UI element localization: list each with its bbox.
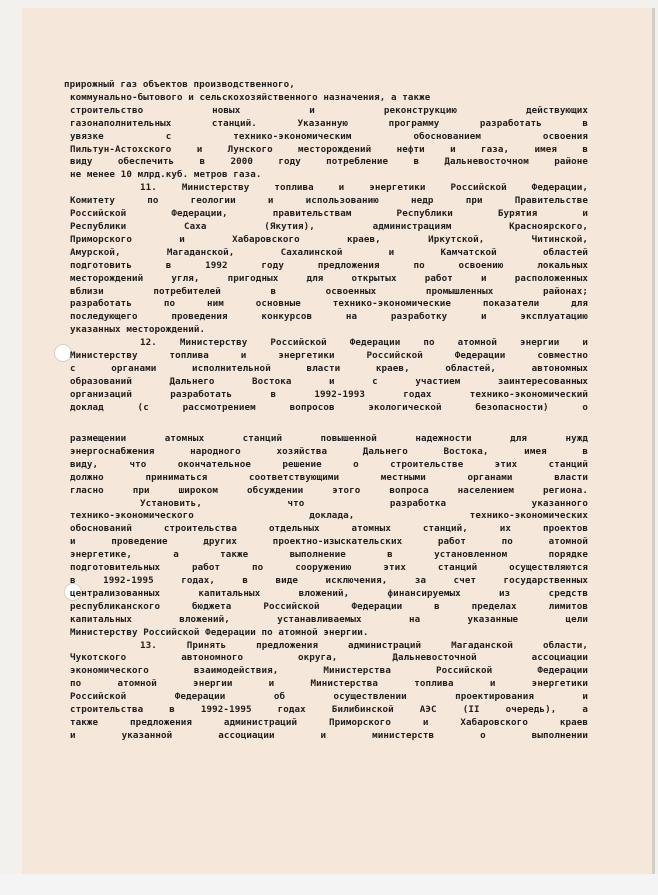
- text-line: указанных месторождений.: [70, 324, 206, 336]
- text-line: с органами исполнительной власти краев, областей, автономных: [70, 362, 588, 374]
- text-line: капитальных вложений, устанавливаемых на указанные цели: [70, 613, 588, 625]
- text-line: Министерству Российской Федерации по атомной энергии.: [70, 626, 369, 638]
- text-line: подготовить в 1992 году предложения по освоению локальных: [70, 259, 588, 271]
- text-line: Республики Саха (Якутия), администрациям Красноярского,: [70, 220, 588, 232]
- text-line: последующего проведения конкурсов на разработку и эксплуатацию: [70, 311, 588, 323]
- text-line: газонаполнительных станций. Указанную программу разработать в: [70, 117, 588, 129]
- scan-margin: [0, 874, 658, 895]
- text-line: разработать по ним основные технико-экономические показатели для: [70, 298, 588, 310]
- text-line: 12. Министерству Российской Федерации по атомной энергии и: [140, 337, 588, 349]
- text-line: доклад (с рассмотрением вопросов экологической безопасности) о: [70, 401, 588, 413]
- text-block-1: [64, 79, 588, 415]
- text-block-2: [70, 433, 588, 743]
- text-line: виду, что окончательное решение о строительстве этих станций: [70, 458, 588, 470]
- text-line: прирожный газ объектов производственного,: [64, 79, 295, 90]
- text-line: Приморского и Хабаровского краев, Иркутской, Читинской,: [70, 233, 588, 245]
- text-line: организаций разработать в 1992-1993 годах технико-экономический: [70, 388, 588, 400]
- text-line: 11. Министерству топлива и энергетики Российской Федерации,: [140, 182, 588, 194]
- text-line: в 1992-1995 годах, в виде исключения, за счет государственных: [70, 574, 588, 586]
- text-line: месторождений угля, пригодных для открытых работ и расположенных: [70, 272, 588, 284]
- text-line: виду обеспечить в 2000 году потребление в Дальневосточном районе: [70, 156, 588, 168]
- text-line: должно приниматься соответствующими местными органами власти: [70, 471, 588, 483]
- text-line: экономического взаимодействия, Министерства Российской Федерации: [70, 665, 588, 677]
- text-line: Амурской, Магаданской, Сахалинской и Камчатской областей: [70, 246, 588, 258]
- text-line: энергетике, а также выполнение в установленном порядке: [70, 549, 588, 561]
- text-line: Российской Федерации, правительствам Республики Бурятия и: [70, 208, 588, 220]
- text-line: Российской Федерации об осуществлении проектирования и: [70, 691, 588, 703]
- text-line: подготовительных работ по сооружению этих станций осуществляются: [70, 562, 588, 574]
- text-line: Установить, что разработка указанного: [140, 497, 588, 509]
- text-line: Министерству топлива и энергетики Российской Федерации совместно: [70, 350, 588, 362]
- text-line: Комитету по геологии и использованию недр при Правительстве: [70, 195, 588, 207]
- text-line: по атомной энергии и Министерства топлива и энергетики: [70, 678, 588, 690]
- text-line: увязке с технико-экономическим обоснованием освоения: [70, 130, 588, 142]
- text-line: и проведение других проектно-изыскательских работ по атомной: [70, 536, 588, 548]
- text-line: гласно при широком обсуждении этого вопроса населением региона.: [70, 484, 588, 496]
- text-line: обоснований строительства отдельных атомных станций, их проектов: [70, 523, 588, 535]
- text-line: энергоснабжения народного хозяйства Дальнего Востока, имея в: [70, 445, 588, 457]
- text-line: строительства в 1992-1995 годах Билибинской АЭС (II очередь), а: [70, 704, 588, 716]
- text-line: также предложения администраций Приморского и Хабаровского краев: [70, 716, 588, 728]
- text-line: не менее 10 млрд.куб. метров газа.: [70, 169, 262, 181]
- text-line: технико-экономического доклада, технико-экономических: [70, 510, 588, 522]
- text-line: Пильтун-Астохского и Лунского месторождений нефти и газа, имея в: [70, 143, 588, 155]
- text-line: и указанной ассоциации и министерств о выполнении: [70, 729, 588, 741]
- text-line: строительство новых и реконструкцию действующих: [70, 104, 588, 116]
- text-line: коммунально-бытового и сельскохозяйственного назначения, а также: [70, 91, 431, 103]
- text-line: размещении атомных станций повышенной надежности для нужд: [70, 433, 588, 444]
- text-line: централизованных капитальных вложений, финансируемых из средств: [70, 587, 588, 599]
- text-line: 13. Принять предложения администраций Магаданской области,: [140, 639, 588, 651]
- text-line: республиканского бюджета Российской Федерации в пределах лимитов: [70, 600, 588, 612]
- text-line: Чукотского автономного округа, Дальневосточной ассоциации: [70, 652, 588, 664]
- text-line: вблизи потребителей в освоенных промышленных районах;: [70, 285, 588, 297]
- text-line: образований Дальнего Востока и с участием заинтересованных: [70, 375, 588, 387]
